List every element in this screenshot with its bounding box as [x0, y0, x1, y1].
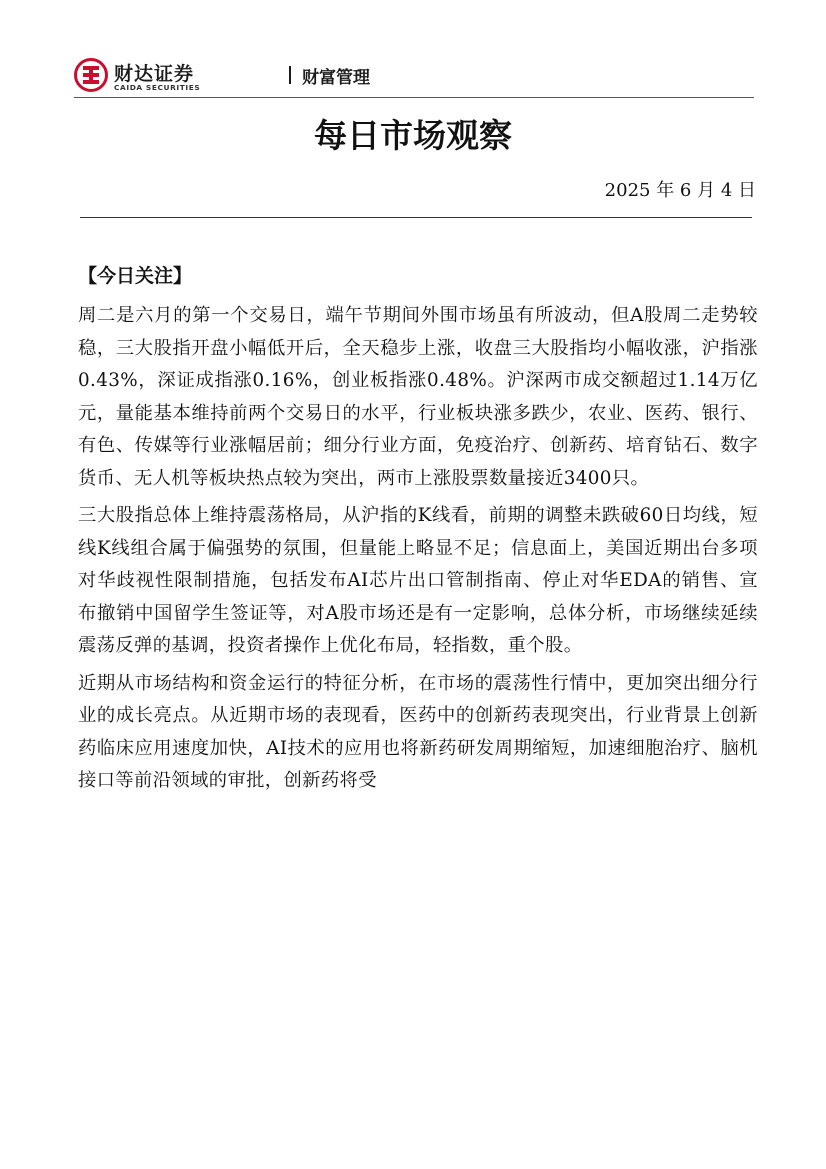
logo-division-name: 财富管理 — [302, 68, 370, 88]
section-heading: 【今日关注】 — [78, 265, 193, 287]
article-body — [78, 300, 758, 803]
caida-logo-icon — [74, 58, 108, 92]
page-title: 每日市场观察 — [314, 116, 512, 155]
report-date: 2025 年 6 月 4 日 — [604, 180, 756, 201]
date-divider — [80, 217, 752, 218]
paragraph-2: 三大股指总体上维持震荡格局，从沪指的K线看，前期的调整未跌破60日均线，短线K线组合属于偏强势的氛围，但量能上略显不足；信息面上，美国近期出台多项对华歧视性限制措施，包括发布AI芯片出口管制指南、停止对华EDA的销售、宣布撤销中国留学生签证等，对A股市场还是有一定影响，总体分析，市场继续延续震荡反弹的基调，投资者操作上优化布局，轻指数，重个股。 — [78, 505, 758, 656]
page-header — [74, 58, 754, 98]
logo-separator — [289, 66, 291, 84]
paragraph-1: 周二是六月的第一个交易日，端午节期间外围市场虽有所波动，但A股周二走势较稳，三大股指开盘小幅低开后，全天稳步上涨，收盘三大股指均小幅收涨，沪指涨0.43%，深证成指涨0.16%，创业板指涨0.48%。沪深两市成交额超过1.14万亿元，量能基本维持前两个交易日的水平，行业板块涨多跌少，农业、医药、银行、有色、传媒等行业涨幅居前；细分行业方面，免疫治疗、创新药、培育钻石、数字货币、无人机等板块热点较为突出，两市上涨股票数量接近3400只。 — [78, 305, 758, 489]
logo-company-name: 财达证券 — [114, 63, 195, 85]
paragraph-3: 近期从市场结构和资金运行的特征分析，在市场的震荡性行情中，更加突出细分行业的成长亮点。从近期市场的表现看，医药中的创新药表现突出，行业背景上创新药临床应用速度加快，AI技术的应用也将新药研发周期缩短，加速细胞治疗、脑机接口等前沿领域的审批，创新药将受 — [78, 672, 758, 791]
header-divider — [74, 97, 754, 98]
logo-english-name: CAIDA SECURITIES — [114, 83, 201, 92]
